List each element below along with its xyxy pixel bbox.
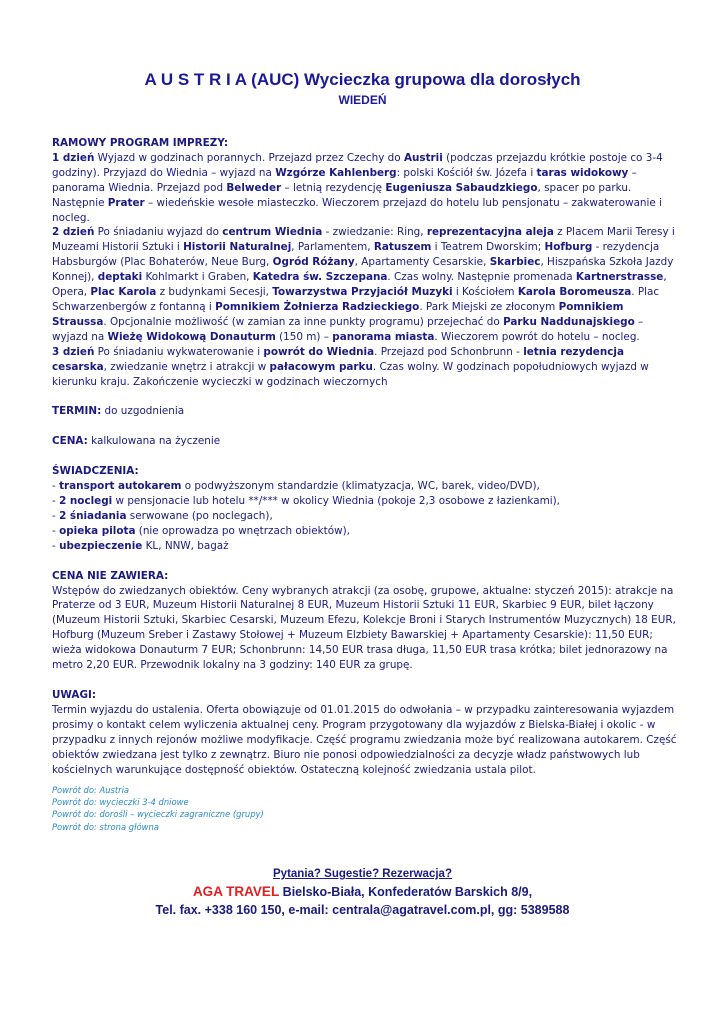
- bold-text: 2 śniadania: [59, 509, 127, 522]
- uwagi-text: Termin wyjazdu do ustalenia. Oferta obowiązuje od 01.01.2015 do odwołania – w przypadku zainteresowania wyjazdem prosimy o kontakt celem wyliczenia aktualnej ceny. Program przygotowany dla wyjazdów z Bielska-Białej i okolic - w przypadku z innych rejonów możliwe modyfikacje. Część programu zwiedzania może być realizowana autokarem. Część obiektów zwiedzana jest tylko z zewnątrz. Biuro nie ponosi odpowiedzialności za decyzje władz państwowych lub kościelnych warunkujące dostępność obiektów. Ostateczną kolejność zwiedzania ustala pilot.: [52, 703, 677, 776]
- text: , Hiszpańska Szkoła Jazdy Konnej),: [52, 256, 674, 284]
- bold-text: letnia rezydencja cesarska: [52, 345, 624, 373]
- bold-text: deptaki: [97, 271, 143, 284]
- bold-text: opieka pilota: [59, 524, 136, 537]
- bold-text: Karola Boromeusza: [517, 286, 632, 299]
- footer: [0, 866, 725, 920]
- link-austria[interactable]: Powrót do: Austria: [52, 785, 130, 795]
- swiadczenie-item: [52, 494, 677, 509]
- document-body: [52, 136, 677, 777]
- text: - rezydencja Habsburgów (Plac Bohaterów, Neue Burg,: [52, 241, 660, 269]
- text: -: [52, 480, 60, 493]
- text: Wyjazd w godzinach porannych. Przejazd przez Czechy do: [94, 151, 404, 164]
- text: – panorama Wiednia. Przejazd pod: [52, 166, 637, 194]
- bold-text: Plac Karola: [90, 286, 157, 299]
- bold-text: Skarbiec: [489, 256, 541, 269]
- bold-text: Katedra św. Szczepana: [252, 271, 388, 284]
- text: z budynkami Secesji,: [156, 286, 273, 299]
- text: . Czas wolny. W godzinach popołudniowych wyjazd w kierunku kraju. Zakończenie wycieczki w godzinach wieczornych: [52, 360, 649, 388]
- bold-text: Towarzystwa Przyjaciół Muzyki: [272, 286, 453, 299]
- page-subtitle: WIEDEŃ: [338, 93, 387, 107]
- text: , Opera,: [52, 271, 667, 299]
- text: KL, NNW, bagaż: [142, 539, 229, 552]
- text: . Plac Schwarzenbergów z fontanną i: [52, 286, 660, 313]
- bold-text: Hofburg: [544, 241, 593, 254]
- cena-label: CENA:: [52, 435, 88, 448]
- text: , zwiedzanie wnętrz i atrakcji w: [103, 360, 270, 373]
- bold-text: Parku Naddunajskiego: [503, 315, 635, 328]
- footer-address: Bielsko-Biała, Konfederatów Barskich 8/9,: [279, 885, 533, 899]
- text: -: [52, 539, 60, 552]
- footer-question: Pytania? Sugestie? Rezerwacja?: [273, 868, 452, 880]
- text: w pensjonacie lub hotelu **/*** w okolicy Wiednia (pokoje 2,3 osobowe z łazienkami),: [112, 495, 560, 508]
- bold-text: centrum Wiednia: [222, 226, 323, 239]
- swiadczenia-heading: ŚWIADCZENIA:: [52, 465, 139, 478]
- bold-text: 3 dzień: [52, 345, 95, 358]
- text: -: [52, 509, 60, 522]
- text: (nie oprowadza po wnętrzach obiektów),: [135, 524, 350, 537]
- text: – wiedeńskie wesołe miasteczko. Wieczorem przejazd do hotelu lub pensjonatu – zakwaterowanie i nocleg.: [52, 196, 662, 224]
- bold-text: 1 dzień: [52, 151, 95, 164]
- text: -: [52, 495, 60, 508]
- bold-text: Kartnerstrasse: [575, 271, 664, 284]
- text: i Teatrem Dworskim;: [431, 241, 545, 254]
- bold-text: Ogród Różany: [272, 256, 355, 269]
- text: , Parlamentem,: [291, 241, 374, 254]
- text: Po śniadaniu wykwaterowanie i: [94, 345, 264, 358]
- bold-text: transport autokarem: [59, 480, 182, 493]
- back-links: [52, 784, 264, 833]
- footer-contact: Tel. fax. +338 160 150, e-mail: centrala@agatravel.com.pl, gg: 5389588: [155, 903, 570, 917]
- text: -: [52, 524, 60, 537]
- text: , spacer po parku. Następnie: [52, 181, 632, 209]
- program-day-3: [52, 345, 677, 390]
- text: o podwyższonym standardzie (klimatyzacja, WC, barek, video/DVD),: [181, 480, 540, 493]
- text: Kohlmarkt i Graben,: [142, 271, 253, 284]
- text: : polski Kościół św. Józefa i: [396, 166, 537, 179]
- text: . Czas wolny. Następnie promenada: [387, 271, 576, 284]
- bold-text: Eugeniusza Sabaudzkiego: [385, 181, 538, 194]
- text: (podczas przejazdu krótkie postoje co 3-4 godziny). Przyjazd do Wiednia – wyjazd na: [52, 151, 663, 179]
- nie-zawiera-text: Wstępów do zwiedzanych obiektów. Ceny wybranych atrakcji (za osobę, grupowe, aktualne: styczeń 2015): atrakcje na Praterze od 3 EUR, Muzeum Historii Naturalnej 8 EUR, Muzeum Historii Sztuki 11 EUR, Skarbiec 9 EUR, bilet łączony (Muzeum Historii Sztuki, Skarbiec Cesarski, Muzeum Efezu, Kolekcje Broni i Starych Instrumentów Muzycznych) 18 EUR, Hofburg (Muzeum Sreber i Zastawy Stołowej + Muzeum Elzbiety Bawarskiej + Apartamenty Cesarskie): 11,50 EUR; wieża widokowa Donauturm 7 EUR; Schonbrunn: 14,50 EUR trasa długa, 11,50 EUR trasa krótka; bilet jednorazowy na metro 2,20 EUR. Przewodnik lokalny na 3 godziny: 140 EUR za grupę.: [52, 584, 676, 672]
- bold-text: ubezpieczenie: [59, 539, 143, 552]
- text: , Apartamenty Cesarskie,: [354, 256, 490, 269]
- text: z Placem Marii Teresy i Muzeami Historii Sztuki i: [52, 226, 675, 254]
- text: – letnią rezydencję: [281, 181, 386, 194]
- text: . Przejazd pod Schonbrunn -: [374, 345, 524, 358]
- bold-text: pałacowym parku: [269, 360, 373, 373]
- text: . Opcjonalnie możliwość (w zamian za inne punkty programu) przejechać do: [103, 315, 504, 328]
- link-wycieczki-3-4-dniowe[interactable]: Powrót do: wycieczki 3-4 dniowe: [52, 797, 189, 808]
- brand-name: AGA TRAVEL: [192, 884, 280, 899]
- program-day-1: [52, 151, 677, 226]
- program-heading: RAMOWY PROGRAM IMPREZY:: [52, 137, 229, 149]
- program-days: [52, 151, 677, 390]
- bold-text: Historii Naturalnej: [183, 241, 292, 254]
- text: . Park Miejski ze złoconym: [419, 300, 559, 313]
- link-strona-glowna[interactable]: Powrót do: strona główna: [52, 821, 159, 832]
- bold-text: powrót do Wiednia: [263, 345, 375, 358]
- swiadczenie-item: [52, 479, 677, 494]
- bold-text: Belweder: [226, 181, 282, 194]
- uwagi-heading: UWAGI:: [52, 689, 97, 701]
- bold-text: Wieżę Widokową Donauturm: [107, 330, 276, 343]
- bold-text: 2 noclegi: [59, 495, 113, 508]
- text: (150 m) –: [275, 330, 333, 343]
- termin-value: do uzgodnienia: [101, 405, 185, 418]
- nie-zawiera-heading: CENA NIE ZAWIERA:: [52, 569, 169, 582]
- swiadczenie-item: [52, 509, 677, 524]
- bold-text: Pomnikiem Straussa: [52, 300, 624, 328]
- text: . Wieczorem powrót do hotelu – nocleg.: [434, 330, 640, 343]
- bold-text: Austrii: [403, 151, 443, 164]
- bold-text: Prater: [107, 196, 145, 209]
- bold-text: Pomnikiem Żołnierza Radzieckiego: [215, 300, 420, 313]
- swiadczenia-list: [52, 479, 677, 554]
- bold-text: Ratuszem: [373, 241, 432, 254]
- text: i Kościołem: [452, 286, 518, 299]
- link-dorosli-zagraniczne[interactable]: Powrót do: dorośli – wycieczki zagraniczne (grupy): [52, 809, 264, 820]
- bold-text: taras widokowy: [536, 166, 629, 179]
- cena-value: kalkulowana na życzenie: [87, 435, 221, 448]
- bold-text: Wzgórze Kahlenberg: [275, 166, 397, 179]
- text: Po śniadaniu wyjazd do: [94, 226, 223, 239]
- termin-label: TERMIN:: [52, 405, 102, 418]
- text: - zwiedzanie: Ring,: [322, 226, 427, 239]
- program-day-2: [52, 225, 677, 344]
- page-title: A U S T R I A (AUC) Wycieczka grupowa dla dorosłych: [144, 70, 581, 89]
- swiadczenie-item: [52, 539, 677, 554]
- bold-text: panorama miasta: [332, 330, 435, 343]
- termin-line: [52, 404, 677, 419]
- bold-text: 2 dzień: [52, 226, 95, 239]
- cena-line: [52, 434, 677, 449]
- footer-address-line: [0, 883, 725, 901]
- swiadczenie-item: [52, 524, 677, 539]
- text: – wyjazd na: [52, 315, 644, 343]
- bold-text: reprezentacyjna aleja: [426, 226, 554, 239]
- text: serwowane (po noclegach),: [126, 509, 273, 522]
